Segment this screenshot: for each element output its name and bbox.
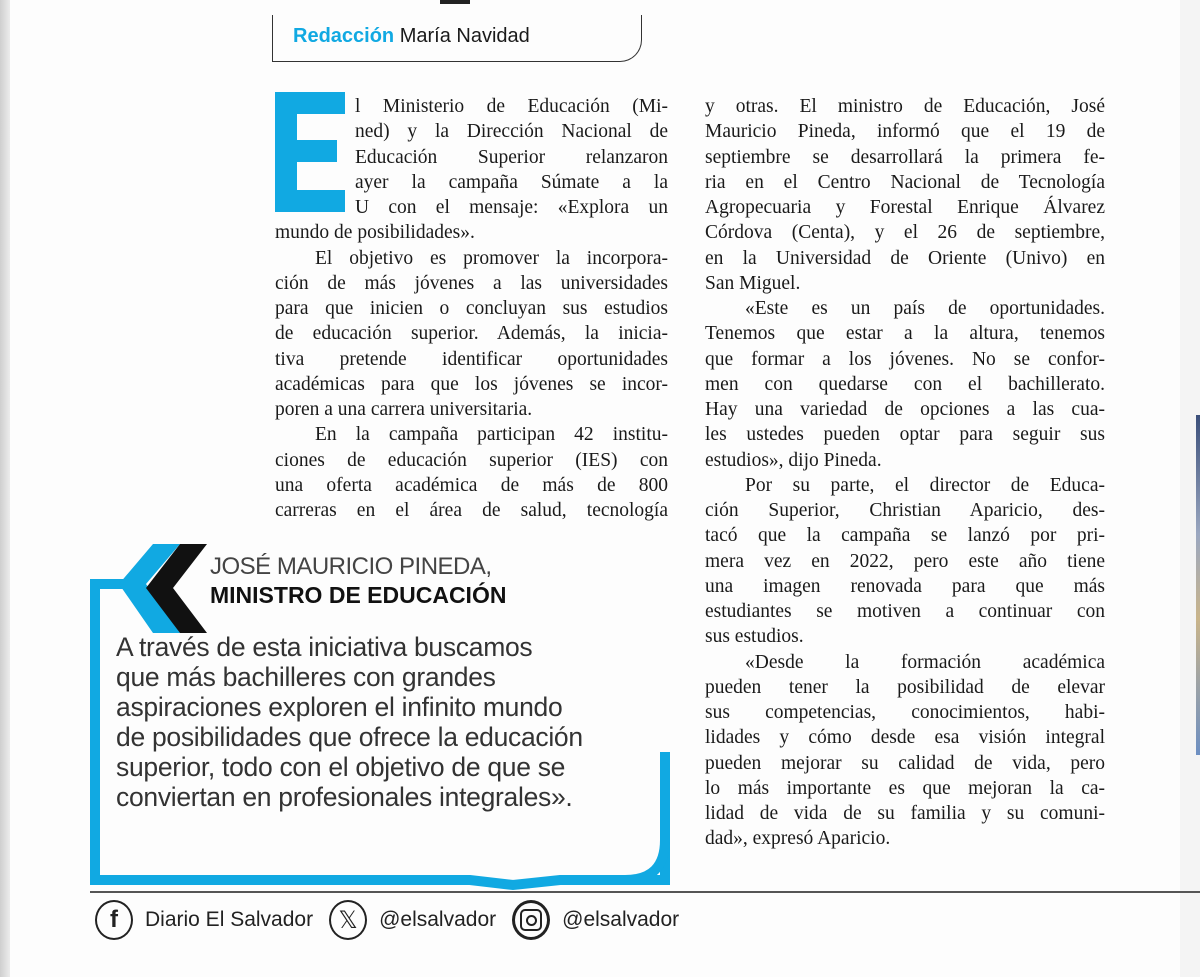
article-line: Tenemos que estar a la altura, tenemos: [705, 323, 1105, 345]
article-line: septiembre se desarrollará la primera fe-: [705, 146, 1105, 168]
article-line: «Este es un país de oportunidades.: [745, 298, 1105, 319]
article-line: lidad de vida de su familia y su comuni-: [705, 803, 1105, 824]
next-page-photo-fragment: [1196, 415, 1200, 755]
article-line: ned) y la Dirección Nacional de: [355, 121, 668, 143]
article-line: men con quedarse con el bachillerato.: [705, 373, 1105, 395]
x-handle: @elsalvador: [379, 908, 497, 931]
footer-divider: [90, 891, 1200, 893]
article-line: que formar a los jóvenes. No se confor-: [705, 348, 1105, 370]
article-line: les ustedes pueden optar para seguir sus: [705, 424, 1105, 446]
article-line: l Ministerio de Educación (Mi-: [355, 96, 668, 117]
article-line: estudiantes se motiven a continuar con: [705, 601, 1105, 622]
article-line: Mauricio Pineda, informó que el 19 de: [705, 121, 1105, 143]
article-line: ria en el Centro Nacional de Tecnología: [705, 171, 1105, 193]
article-line: sus competencias, conocimientos, habi-: [705, 702, 1105, 723]
article-line: San Miguel.: [705, 272, 801, 294]
article-line: lidades y cómo desde esa visión integral: [705, 727, 1105, 749]
article-line: mera vez en 2022, pero este año tiene: [705, 550, 1105, 572]
article-line: lo más importante es que mejoran la ca-: [705, 777, 1105, 799]
article-line: una oferta académica de más de 800: [275, 474, 668, 496]
article-line: estudios», dijo Pineda.: [705, 449, 882, 471]
byline-author: María Navidad: [399, 25, 530, 47]
pullquote-role: MINISTRO DE EDUCACIÓN: [210, 582, 507, 608]
article-line: dad», expresó Aparicio.: [705, 828, 891, 850]
article-line: U con el mensaje: «Explora un: [355, 197, 668, 218]
pullquote-text: [116, 632, 583, 812]
article-line: ciones de educación superior (IES) con: [275, 449, 668, 471]
article-line: En la campaña participan 42 institu-: [315, 424, 668, 446]
article-line: Educación Superior relanzaron: [355, 146, 668, 168]
article-line: y otras. El ministro de Educación, José: [705, 96, 1105, 117]
article-line: poren a una carrera universitaria.: [275, 399, 533, 420]
facebook-handle: Diario El Salvador: [145, 908, 314, 931]
article-line: ción Superior, Christian Aparicio, des-: [705, 500, 1105, 521]
facebook-icon: f: [95, 900, 133, 940]
instagram-icon: [512, 900, 550, 940]
article-line: El objetivo es promover la incorpora-: [315, 247, 668, 269]
pullquote-line: superior, todo con el objetivo de que se: [116, 752, 566, 782]
article-line: para que inicien o concluyan sus estudios: [275, 298, 668, 319]
article-line: en la Universidad de Oriente (Univo) en: [705, 247, 1105, 269]
social-footer: [95, 898, 695, 942]
article-line: una imagen renovada para que más: [705, 575, 1105, 597]
byline-label: Redacción: [293, 25, 395, 47]
x-icon: 𝕏: [329, 900, 367, 940]
article-line: Por su parte, el director de Educa-: [745, 474, 1105, 496]
article-line: Hay una variedad de opciones a las cua-: [705, 399, 1105, 420]
article-line: ción de más jóvenes a las universidades: [275, 272, 668, 294]
pullquote-line: de posibilidades que ofrece la educación: [116, 722, 583, 752]
article-line: Agropecuaria y Forestal Enrique Álvarez: [705, 197, 1105, 218]
article-line: carreras en el área de salud, tecnología: [275, 500, 668, 521]
article-line: ayer la campaña Súmate a la: [355, 171, 668, 193]
article-line: tacó que la campaña se lanzó por pri-: [705, 525, 1105, 547]
pullquote-line: que más bachilleres con grandes: [116, 662, 496, 692]
article-line: «Desde la formación académica: [745, 651, 1105, 673]
article-line: tiva pretende identificar oportunidades: [275, 348, 668, 370]
article-line: académicas para que los jóvenes se incor-: [275, 373, 668, 395]
article-line: sus estudios.: [705, 626, 804, 648]
pullquote-line: A través de esta iniciativa buscamos: [116, 632, 533, 662]
article-column-2: [705, 94, 1105, 852]
pullquote-name: JOSÉ MAURICIO PINEDA,: [210, 553, 492, 580]
pullquote-line: conviertan en profesionales integrales».: [116, 782, 573, 812]
article-line: pueden tener la posibilidad de elevar: [705, 676, 1105, 698]
article-line: de educación superior. Además, la inicia-: [275, 323, 668, 345]
instagram-handle: @elsalvador: [562, 908, 680, 931]
article-line: mundo de posibilidades».: [275, 222, 475, 244]
pullquote-line: aspiraciones exploren el infinito mundo: [116, 692, 563, 722]
article-line: Córdova (Centa), y el 26 de septiembre,: [705, 222, 1105, 244]
article-line: pueden mejorar su calidad de vida, pero: [705, 752, 1105, 774]
